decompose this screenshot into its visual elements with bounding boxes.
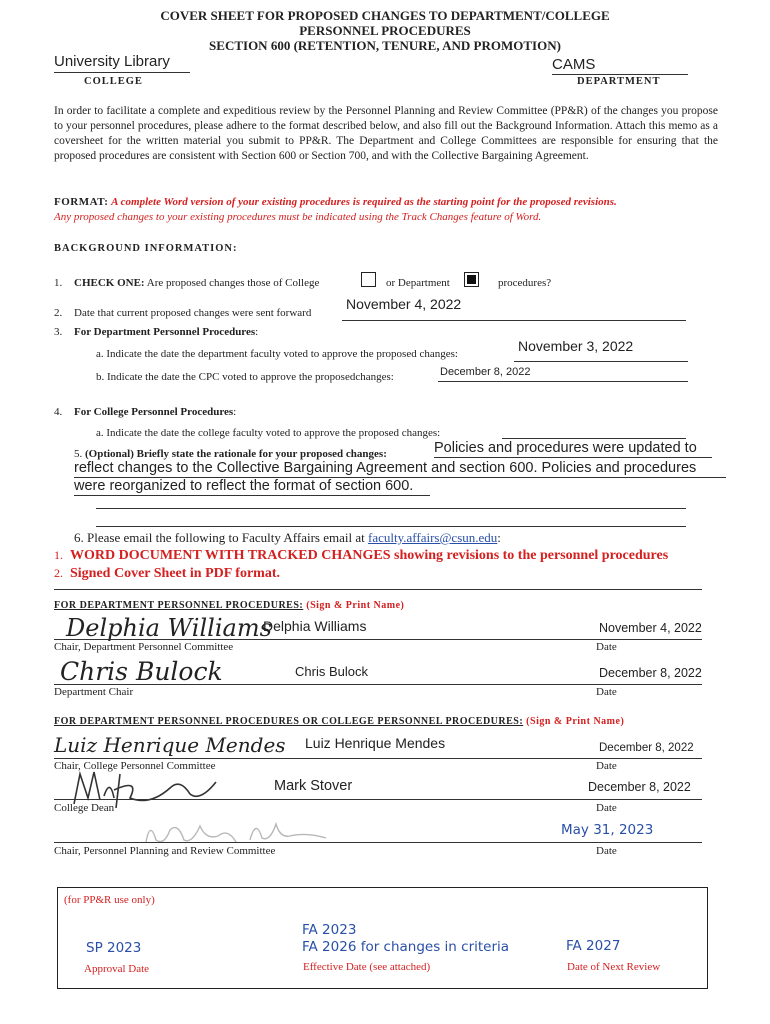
req2-text: Signed Cover Sheet in PDF format. bbox=[70, 566, 280, 581]
item4-heading bbox=[74, 406, 236, 418]
item2-field[interactable] bbox=[342, 296, 686, 321]
signature-line-3 bbox=[54, 758, 702, 759]
item1-or: or Department bbox=[386, 277, 450, 289]
item5-blank-line-1[interactable] bbox=[96, 498, 686, 509]
item2-num: 2. bbox=[54, 307, 63, 319]
item4-label: For College Personnel Procedures bbox=[74, 406, 234, 418]
item5-line bbox=[74, 448, 387, 460]
item3-num: 3. bbox=[54, 326, 63, 338]
item3a-value: November 3, 2022 bbox=[518, 338, 634, 354]
item2-text: Date that current proposed changes were sent forward bbox=[74, 307, 312, 319]
college-committee-chair-name: Luiz Henrique Mendes bbox=[305, 735, 446, 751]
college-committee-chair-signature[interactable]: Luiz Henrique Mendes bbox=[54, 733, 286, 757]
item6-end: : bbox=[497, 530, 501, 545]
background-heading: BACKGROUND INFORMATION: bbox=[54, 243, 238, 254]
dept-chair-signature[interactable]: Chris Bulock bbox=[60, 657, 223, 686]
dept-chair-date: December 8, 2022 bbox=[599, 666, 702, 680]
dept-sig-heading-note: (Sign & Print Name) bbox=[306, 600, 405, 611]
item3b-field[interactable] bbox=[438, 367, 688, 382]
chair-dept-committee-signature[interactable]: Delphia Williams bbox=[66, 614, 272, 642]
item1-text: Are proposed changes those of College bbox=[146, 277, 320, 289]
signature-line-5 bbox=[54, 842, 702, 843]
date-label-3: Date bbox=[596, 760, 617, 772]
effective-date-label: Effective Date (see attached) bbox=[303, 961, 431, 973]
item3a-field[interactable] bbox=[514, 338, 688, 362]
date-label-4: Date bbox=[596, 802, 617, 814]
college-checkbox[interactable] bbox=[361, 272, 376, 287]
dept-sig-heading: FOR DEPARTMENT PERSONNEL PROCEDURES: bbox=[54, 600, 304, 611]
format-label: FORMAT: bbox=[54, 196, 109, 208]
chair-dept-committee-name: Delphia Williams bbox=[263, 618, 367, 634]
req1-num: 1. bbox=[54, 548, 63, 562]
item4-colon: : bbox=[233, 406, 237, 418]
intro-paragraph: In order to facilitate a complete and expeditious review by the Personnel Planning and Review Committee (PP&R) of the changes you propose to your personnel procedures, please adhere to the format described below, and also fill out the Background Information. Attach this memo as a coversheet for the written material you submit to PP&R. The Department and College Committees are responsible for ensuring that the proposed procedures are consistent with Section 600 or Section 700, and with the Collective Bargaining Agreement. bbox=[54, 105, 718, 162]
college-sig-heading-line bbox=[54, 716, 624, 727]
item4a-text: a. Indicate the date the college faculty voted to approve the proposed changes: bbox=[96, 427, 441, 439]
signature-line-1 bbox=[54, 639, 702, 640]
item4a-field[interactable] bbox=[502, 424, 686, 439]
college-dean-label: College Dean bbox=[54, 802, 115, 814]
effective-date-value-1: FA 2023 bbox=[302, 922, 357, 938]
item1-num: 1. bbox=[54, 277, 63, 289]
college-dean-date: December 8, 2022 bbox=[588, 780, 691, 794]
college-sig-heading-note: (Sign & Print Name) bbox=[526, 716, 625, 727]
college-field[interactable]: University Library bbox=[54, 52, 190, 73]
date-label-1: Date bbox=[596, 641, 617, 653]
department-checkbox[interactable] bbox=[464, 272, 479, 287]
item3a-text: a. Indicate the date the department faculty voted to approve the proposed changes: bbox=[96, 348, 458, 360]
dept-sig-heading-line bbox=[54, 600, 404, 611]
college-committee-chair-label: Chair, College Personnel Committee bbox=[54, 760, 216, 772]
item6-text: 6. Please email the following to Faculty Affairs email at bbox=[74, 530, 365, 545]
dept-chair-label: Department Chair bbox=[54, 686, 134, 698]
format-text-2: Any proposed changes to your existing procedures must be indicated using the Track Changes feature of Word. bbox=[54, 211, 542, 223]
item5-line3[interactable]: were reorganized to reflect the format of section 600. bbox=[74, 478, 430, 496]
req1-text: WORD DOCUMENT WITH TRACKED CHANGES showing revisions to the personnel procedures bbox=[70, 548, 669, 563]
date-label-2: Date bbox=[596, 686, 617, 698]
college-sig-heading: FOR DEPARTMENT PERSONNEL PROCEDURES OR COLLEGE PERSONNEL PROCEDURES: bbox=[54, 716, 524, 727]
chair-dept-committee-date: November 4, 2022 bbox=[599, 621, 702, 635]
effective-date-value-2: FA 2026 for changes in criteria bbox=[302, 939, 510, 955]
item5-blank-line-2[interactable] bbox=[96, 516, 686, 527]
item3b-text: b. Indicate the date the CPC voted to approve the proposedchanges: bbox=[96, 371, 394, 383]
approval-date-label: Approval Date bbox=[84, 963, 150, 975]
chair-dept-committee-label: Chair, Department Personnel Committee bbox=[54, 641, 234, 653]
format-text-1: A complete Word version of your existing procedures is required as the starting point for the proposed revisions. bbox=[111, 196, 617, 208]
title-line-2: PERSONNEL PROCEDURES bbox=[299, 23, 471, 38]
title-line-3: SECTION 600 (RETENTION, TENURE, AND PROMOTION) bbox=[209, 38, 561, 53]
next-review-value[interactable]: FA 2027 bbox=[566, 938, 621, 954]
dept-chair-name: Chris Bulock bbox=[295, 664, 368, 679]
item2-value: November 4, 2022 bbox=[346, 296, 462, 312]
college-dean-name: Mark Stover bbox=[274, 778, 353, 794]
ppr-box-title: (for PP&R use only) bbox=[64, 894, 155, 906]
college-label: COLLEGE bbox=[84, 76, 143, 87]
req2-line bbox=[54, 566, 280, 582]
item5-prefix: 5. bbox=[74, 448, 83, 460]
approval-date-value[interactable]: SP 2023 bbox=[86, 940, 142, 956]
item1-line bbox=[74, 277, 319, 289]
faculty-affairs-email-link[interactable]: faculty.affairs@csun.edu bbox=[368, 530, 498, 545]
item5-line1[interactable]: Policies and procedures were updated to bbox=[434, 440, 712, 458]
item3-label: For Department Personnel Procedures bbox=[74, 326, 256, 338]
item3-heading bbox=[74, 326, 258, 338]
ppr-chair-date: May 31, 2023 bbox=[561, 822, 654, 838]
department-label: DEPARTMENT bbox=[577, 76, 661, 87]
college-committee-chair-date: December 8, 2022 bbox=[599, 742, 694, 754]
item5-label: (Optional) Briefly state the rationale for your proposed changes: bbox=[85, 448, 387, 460]
next-review-label: Date of Next Review bbox=[567, 961, 661, 973]
date-label-5: Date bbox=[596, 845, 617, 857]
item3-colon: : bbox=[255, 326, 259, 338]
item6-line bbox=[74, 530, 501, 546]
item3b-value: December 8, 2022 bbox=[440, 366, 531, 378]
item4-num: 4. bbox=[54, 406, 63, 418]
divider bbox=[54, 589, 702, 590]
signature-line-4 bbox=[54, 799, 702, 800]
title-line-1: COVER SHEET FOR PROPOSED CHANGES TO DEPARTMENT/COLLEGE bbox=[160, 8, 610, 23]
req2-num: 2. bbox=[54, 566, 63, 580]
department-field[interactable]: CAMS bbox=[552, 56, 688, 75]
signature-line-2 bbox=[54, 684, 702, 685]
effective-date-value[interactable] bbox=[302, 922, 509, 956]
format-block bbox=[54, 195, 724, 225]
ppr-chair-label: Chair, Personnel Planning and Review Committee bbox=[54, 845, 276, 857]
item1-label: CHECK ONE: bbox=[74, 277, 145, 289]
req1-line bbox=[54, 548, 668, 564]
item1-end: procedures? bbox=[498, 277, 552, 289]
ppr-use-box bbox=[57, 887, 708, 989]
item5-line2[interactable]: reflect changes to the Collective Bargaining Agreement and section 600. Policies and procedures bbox=[74, 460, 726, 478]
